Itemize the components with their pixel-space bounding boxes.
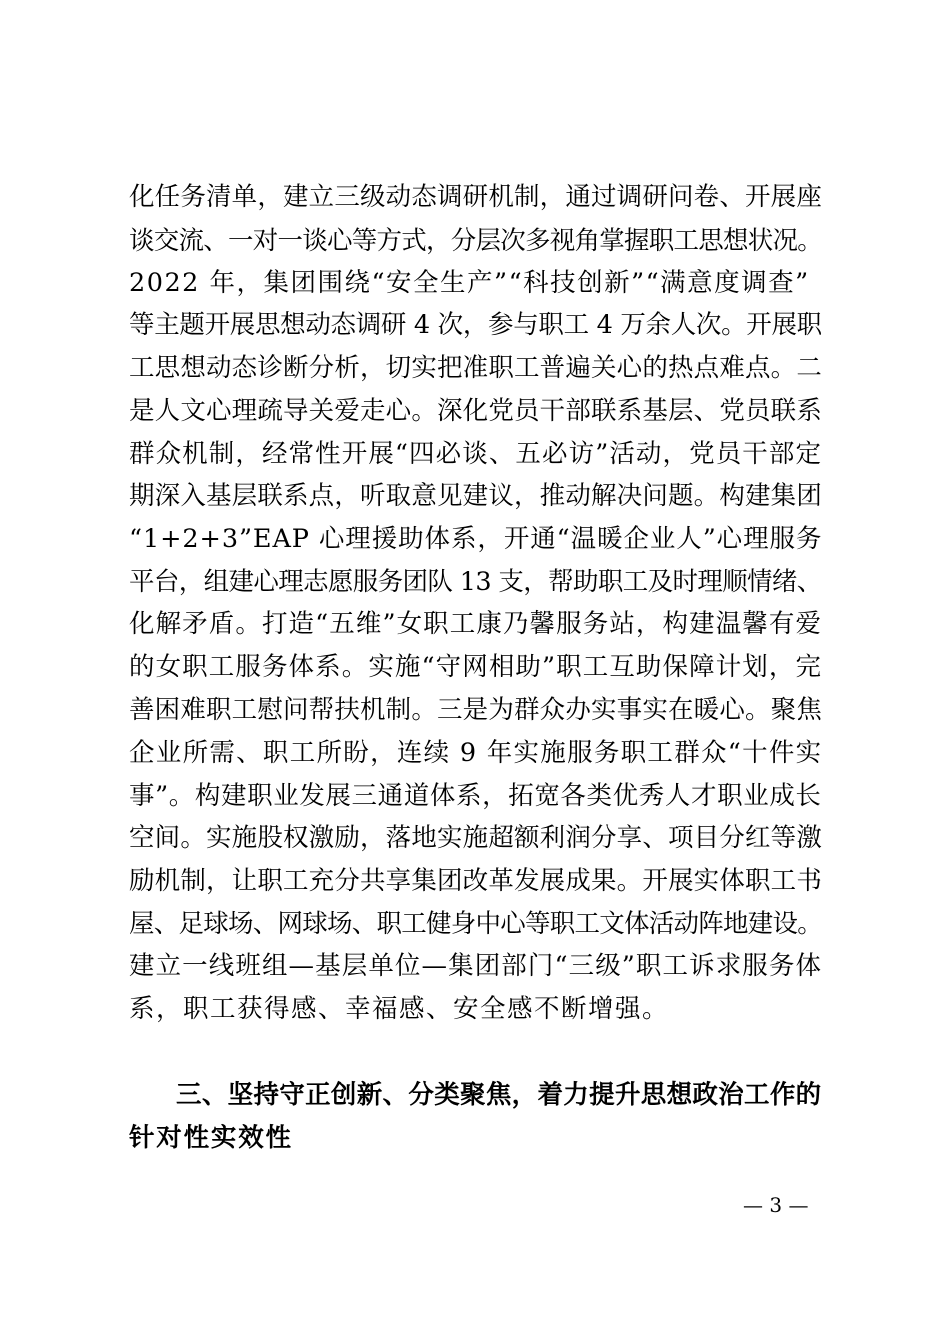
body-line: 企业所需、职工所盼，连续 9 年实施服务职工群众“十件实 (129, 738, 823, 768)
section-heading-line-2: 针对性实效性 (129, 1123, 293, 1153)
body-line: “1+2+3”EAP 心理援助体系，开通“温暖企业人”心理服务 (129, 524, 823, 554)
section-heading-line-1: 三、坚持守正创新、分类聚焦，着力提升思想政治工作的 (176, 1080, 822, 1110)
body-line: 建立一线班组—基层单位—集团部门“三级”职工诉求服务体 (129, 951, 823, 981)
body-line: 善困难职工慰问帮扶机制。三是为群众办实事实在暖心。聚焦 (129, 695, 823, 725)
body-line: 是人文心理疏导关爱走心。深化党员干部联系基层、党员联系 (129, 396, 823, 426)
body-line: 励机制，让职工充分共享集团改革发展成果。开展实体职工书 (129, 866, 823, 896)
page-number: — 3 — (743, 1193, 809, 1217)
body-line: 化任务清单，建立三级动态调研机制，通过调研问卷、开展座 (129, 182, 823, 212)
body-line: 的女职工服务体系。实施“守网相助”职工互助保障计划，完 (129, 652, 823, 682)
body-line: 群众机制，经常性开展“四必谈、五必访”活动，党员干部定 (129, 439, 823, 469)
body-line: 工思想动态诊断分析，切实把准职工普遍关心的热点难点。二 (129, 353, 823, 383)
body-line: 化解矛盾。打造“五维”女职工康乃馨服务站，构建温馨有爱 (129, 609, 823, 639)
body-line: 期深入基层联系点，听取意见建议，推动解决问题。构建集团 (129, 481, 823, 511)
body-line: 系，职工获得感、幸福感、安全感不断增强。 (129, 994, 670, 1024)
body-line: 空间。实施股权激励，落地实施超额利润分享、项目分红等激 (129, 823, 823, 853)
body-line: 屋、足球场、网球场、职工健身中心等职工文体活动阵地建设。 (129, 909, 823, 939)
body-line: 谈交流、一对一谈心等方式，分层次多视角掌握职工思想状况。 (129, 226, 823, 256)
body-line: 等主题开展思想动态调研 4 次，参与职工 4 万余人次。开展职 (129, 310, 822, 340)
body-line: 2022 年，集团围绕“安全生产”“科技创新”“满意度调查” (129, 268, 810, 298)
body-line: 平台，组建心理志愿服务团队 13 支，帮助职工及时理顺情绪、 (129, 567, 822, 597)
body-line: 事”。构建职业发展三通道体系，拓宽各类优秀人才职业成长 (129, 781, 822, 811)
